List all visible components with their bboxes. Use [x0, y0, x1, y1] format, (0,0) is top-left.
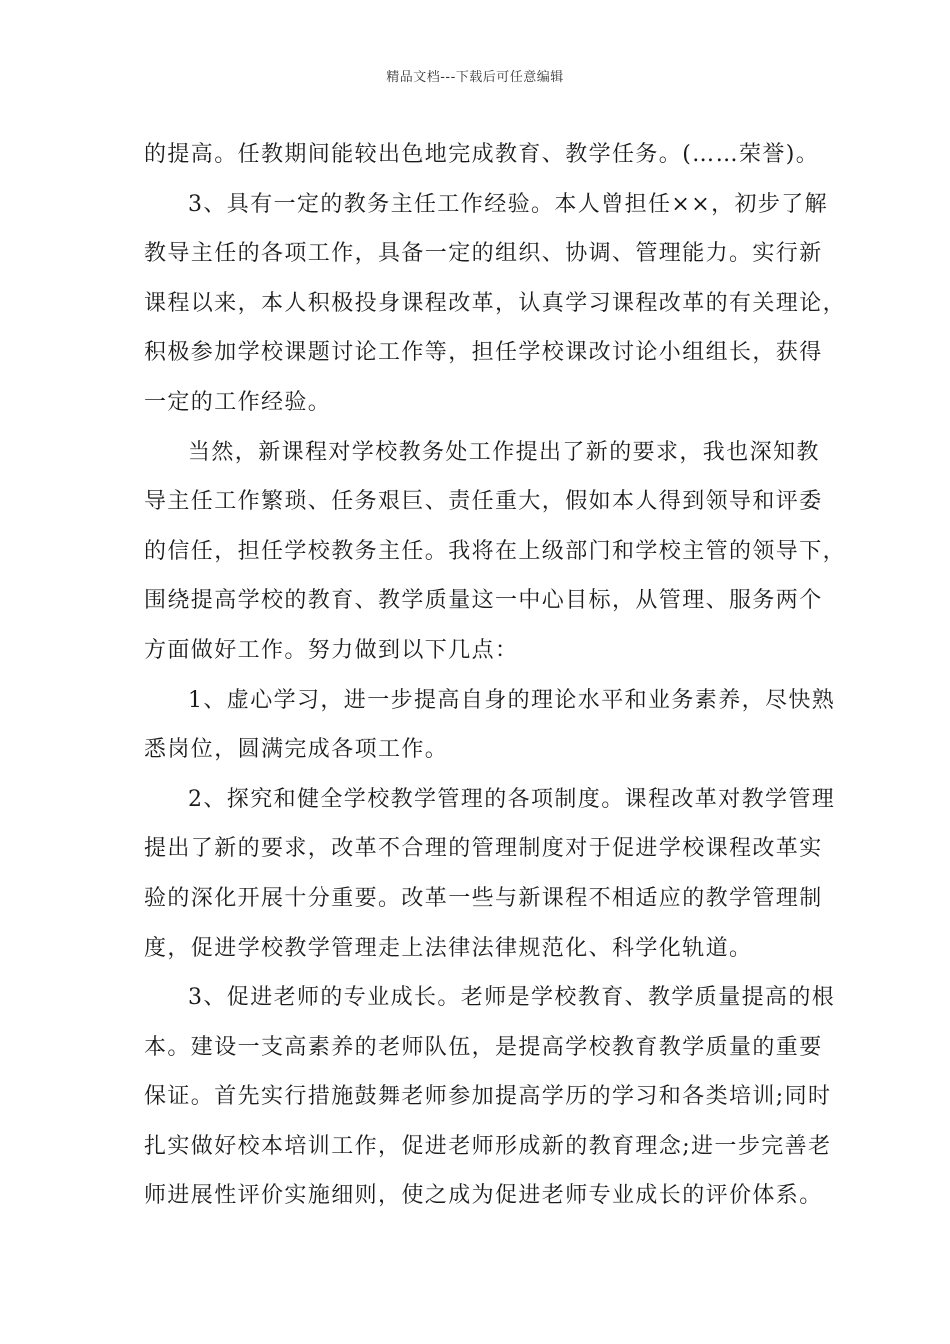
- text-line: 课程以来，本人积极投身课程改革，认真学习课程改革的有关理论，: [144, 290, 847, 316]
- text-line: 教导主任的各项工作，具备一定的组织、协调、管理能力。实行新: [144, 241, 823, 267]
- text-line: 3、促进老师的专业成长。老师是学校教育、教学质量提高的根: [188, 985, 836, 1011]
- text-line: 扎实做好校本培训工作，促进老师形成新的教育理念;进一步完善老: [144, 1133, 832, 1159]
- text-line: 悉岗位，圆满完成各项工作。: [144, 737, 449, 763]
- text-line: 师进展性评价实施细则，使之成为促进老师专业成长的评价体系。: [144, 1183, 823, 1209]
- text-line: 积极参加学校课题讨论工作等，担任学校课改讨论小组组长，获得: [144, 340, 823, 366]
- text-line: 当然，新课程对学校教务处工作提出了新的要求，我也深知教: [188, 439, 820, 465]
- text-line: 一定的工作经验。: [144, 389, 332, 415]
- text-line: 本。建设一支高素养的老师队伍，是提高学校教育教学质量的重要: [144, 1034, 823, 1060]
- text-line: 围绕提高学校的教育、教学质量这一中心目标，从管理、服务两个: [144, 588, 823, 614]
- text-line: 的提高。任教期间能较出色地完成教育、教学任务。(……荣誉)。: [144, 142, 820, 167]
- text-line: 1、虚心学习，进一步提高自身的理论水平和业务素养，尽快熟: [188, 687, 836, 713]
- text-line: 方面做好工作。努力做到以下几点：: [144, 637, 519, 663]
- document-body: [144, 130, 847, 1221]
- text-line: 提出了新的要求，改革不合理的管理制度对于促进学校课程改革实: [144, 836, 823, 862]
- text-line: 验的深化开展十分重要。改革一些与新课程不相适应的教学管理制: [144, 885, 823, 911]
- text-line: 的信任，担任学校教务主任。我将在上级部门和学校主管的领导下，: [144, 538, 847, 564]
- text-line: 导主任工作繁琐、任务艰巨、责任重大，假如本人得到领导和评委: [144, 489, 823, 515]
- text-line: 3、具有一定的教务主任工作经验。本人曾担任××，初步了解: [188, 191, 829, 217]
- text-line: 2、探究和健全学校教学管理的各项制度。课程改革对教学管理: [188, 786, 836, 812]
- text-line: 保证。首先实行措施鼓舞老师参加提高学历的学习和各类培训;同时: [144, 1084, 832, 1110]
- page-header: 精品文档---下载后可任意编辑: [386, 70, 564, 85]
- text-line: 度，促进学校教学管理走上法律法律规范化、科学化轨道。: [144, 935, 753, 961]
